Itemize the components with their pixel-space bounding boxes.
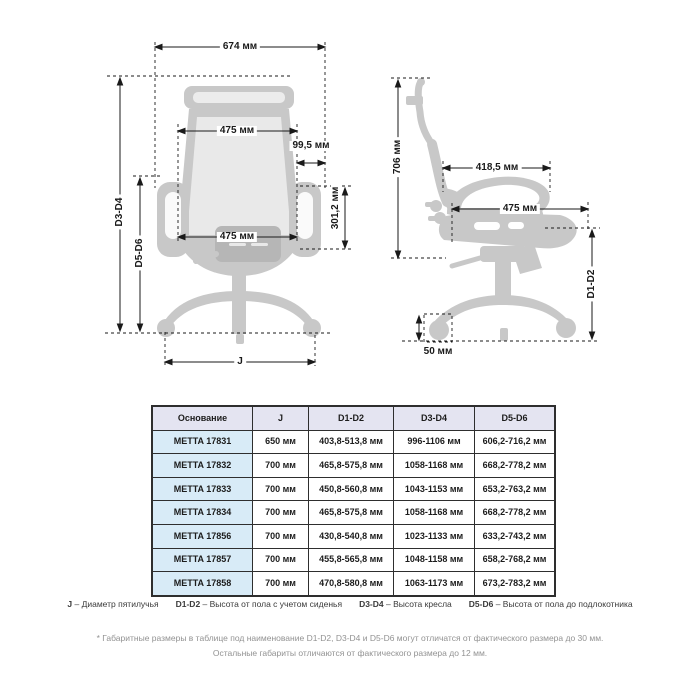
table-row <box>152 572 555 596</box>
spec-cell: METTA 17857 <box>152 548 253 572</box>
spec-cell: 653,2-763,2 мм <box>475 477 556 501</box>
spec-cell: METTA 17856 <box>152 524 253 548</box>
spec-cell: 450,8-560,8 мм <box>309 477 394 501</box>
legend-key: D3-D4 <box>359 599 384 609</box>
col-header-d1d2: D1-D2 <box>309 406 394 430</box>
legend-desc: – Высота от пола до подлокотника <box>495 599 633 609</box>
spec-cell: 1043-1153 мм <box>394 477 475 501</box>
legend-desc: – Высота от пола с учетом сиденья <box>202 599 343 609</box>
side-gas-lift <box>495 258 511 300</box>
spec-cell: 1063-1173 мм <box>394 572 475 596</box>
table-header-row <box>152 406 555 430</box>
dim-front-base-diameter: J <box>234 357 246 367</box>
legend-item <box>469 599 633 609</box>
table-row <box>152 548 555 572</box>
spec-cell: 673,2-783,2 мм <box>475 572 556 596</box>
dim-front-backrest-width: 475 мм <box>217 126 257 136</box>
side-seat-slot <box>474 222 500 230</box>
table-row <box>152 501 555 525</box>
spec-cell: 1058-1168 мм <box>394 501 475 525</box>
spec-cell: 668,2-778,2 мм <box>475 454 556 478</box>
spec-cell: 465,8-575,8 мм <box>309 454 394 478</box>
side-gas-lift-foot <box>500 328 508 341</box>
legend-key: D5-D6 <box>468 599 494 609</box>
legend-key: D1-D2 <box>175 599 201 609</box>
spec-cell: METTA 17834 <box>152 501 253 525</box>
side-caster-front <box>429 320 449 340</box>
side-seat-slot <box>508 222 524 229</box>
col-header-j: J <box>253 406 309 430</box>
spec-cell: 996-1106 мм <box>394 430 475 454</box>
front-pad-stitch <box>229 243 246 246</box>
dim-front-armrest-offset: 99,5 мм <box>289 141 332 151</box>
spec-cell: 633,2-743,2 мм <box>475 524 556 548</box>
spec-cell: 700 мм <box>253 572 309 596</box>
side-headrest-tab <box>406 96 423 105</box>
spec-cell: 606,2-716,2 мм <box>475 430 556 454</box>
legend-item <box>359 599 452 609</box>
front-gas-lift-foot <box>236 334 244 344</box>
footnote-line-2: Остальные габариты отличаются от фактического размера до 12 мм. <box>212 648 488 658</box>
front-caster-left <box>157 319 175 337</box>
dim-front-overall-width: 674 мм <box>220 42 260 52</box>
dim-side-armrest-depth: 418,5 мм <box>473 163 522 173</box>
spec-cell: 700 мм <box>253 524 309 548</box>
dim-front-chair-height: D3-D4 <box>115 195 125 230</box>
dim-side-seat-height: D1-D2 <box>587 267 597 302</box>
table-row <box>152 430 555 454</box>
spec-cell: 700 мм <box>253 501 309 525</box>
front-headrest-slot <box>193 92 285 103</box>
table-row <box>152 477 555 501</box>
col-header-d3d4: D3-D4 <box>394 406 475 430</box>
side-base <box>433 295 571 329</box>
spec-cell: 455,8-565,8 мм <box>309 548 394 572</box>
dim-front-armrest-floor: D5-D6 <box>135 236 145 271</box>
side-caster-rear <box>556 318 576 338</box>
dim-side-seat-depth: 475 мм <box>500 204 540 214</box>
spec-cell: METTA 17831 <box>152 430 253 454</box>
spec-cell: 470,8-580,8 мм <box>309 572 394 596</box>
front-armrest-left-slot <box>165 192 181 239</box>
table-row <box>152 524 555 548</box>
spec-cell: 658,2-768,2 мм <box>475 548 556 572</box>
spec-cell: METTA 17833 <box>152 477 253 501</box>
legend-desc: – Высота кресла <box>386 599 452 609</box>
legend-item <box>67 599 158 609</box>
spec-cell: 700 мм <box>253 548 309 572</box>
spec-cell: 430,8-540,8 мм <box>309 524 394 548</box>
front-pad-stitch <box>251 243 268 246</box>
spec-cell: 403,8-513,8 мм <box>309 430 394 454</box>
col-header-base: Основание <box>152 406 253 430</box>
spec-cell: 650 мм <box>253 430 309 454</box>
spec-cell: 668,2-778,2 мм <box>475 501 556 525</box>
spec-cell: METTA 17832 <box>152 454 253 478</box>
spec-cell: 700 мм <box>253 477 309 501</box>
dim-side-caster-size: 50 мм <box>421 347 456 357</box>
footnote-line-1: * Габаритные размеры в таблице под наименование D1-D2, D3-D4 и D5-D6 могут отличатся от фактического размера до 30 мм. <box>96 633 604 643</box>
spec-cell: 1048-1158 мм <box>394 548 475 572</box>
legend-item <box>176 599 342 609</box>
table-row <box>152 454 555 478</box>
side-headrest-post <box>418 82 432 144</box>
dim-front-armrest-height: 301,2 мм <box>331 184 341 233</box>
legend-desc: – Диаметр пятилучья <box>74 599 159 609</box>
spec-cell: 1058-1168 мм <box>394 454 475 478</box>
side-height-lever <box>452 258 480 266</box>
col-header-d5d6: D5-D6 <box>475 406 556 430</box>
side-knob <box>430 200 442 212</box>
front-caster-right <box>303 319 321 337</box>
spec-table <box>151 405 556 597</box>
spec-cell: METTA 17858 <box>152 572 253 596</box>
dimension-legend <box>0 599 700 609</box>
dim-front-seat-width: 475 мм <box>217 232 257 242</box>
spec-cell: 1023-1133 мм <box>394 524 475 548</box>
dim-side-backrest-height: 706 мм <box>393 137 403 177</box>
spec-cell: 465,8-575,8 мм <box>309 501 394 525</box>
front-armrest-right-slot <box>297 192 313 239</box>
spec-cell: 700 мм <box>253 454 309 478</box>
legend-key: J <box>67 599 73 609</box>
side-seat <box>439 212 577 248</box>
